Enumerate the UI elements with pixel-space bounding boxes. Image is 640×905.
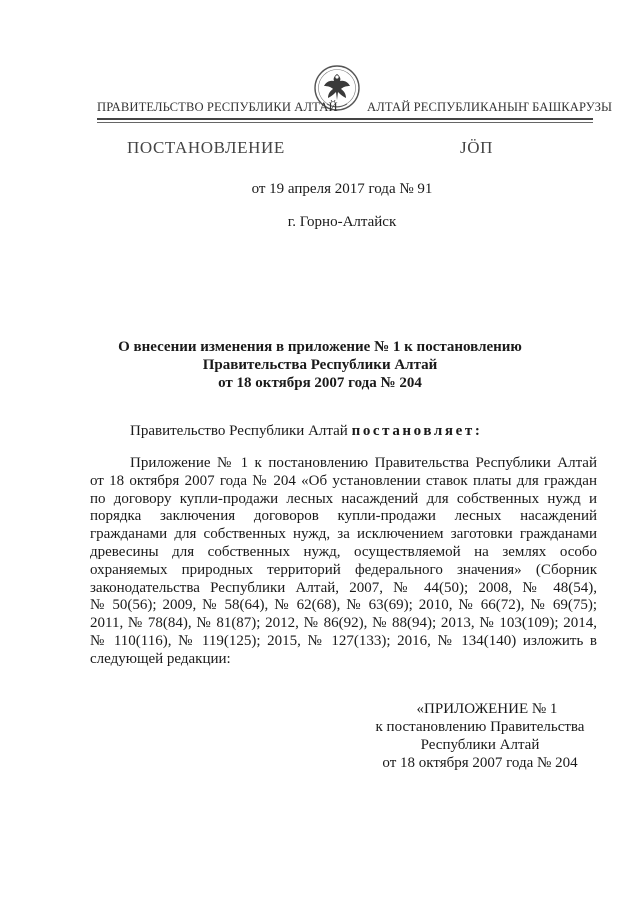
body-line: Приложение № 1 к постановлению Правительства Республики Алтай — [130, 455, 597, 471]
title-line: О внесении изменения в приложение № 1 к постановлению — [118, 339, 522, 355]
appendix-line: от 18 октября 2007 года № 204 — [382, 755, 578, 771]
body-paragraph — [90, 455, 597, 669]
body-line: древесины для собственных нужд, осуществляемой на землях особо — [90, 543, 597, 560]
body-line: законодательства Республики Алтай, 2007, № 44(50); 2008, № 48(54), — [90, 579, 597, 596]
decree-type-alt: JӦП — [460, 138, 493, 157]
header-divider-thin — [97, 122, 593, 123]
government-name-alt: АЛТАЙ РЕСПУБЛИКАНЫҤ БАШКАРУЗЫ — [367, 100, 613, 114]
body-line: охраняемых природных территорий федерального значения» (Сборник — [90, 561, 597, 578]
appendix-line: «ПРИЛОЖЕНИЕ № 1 — [416, 701, 558, 717]
decree-city: г. Горно-Алтайск — [287, 214, 397, 230]
resolution-statement — [130, 423, 482, 440]
body-line: по договору купли-продажи лесных насаждений для собственных нужд и — [90, 490, 597, 507]
decree-date-number: от 19 апреля 2017 года № 91 — [251, 181, 433, 197]
title-line: от 18 октября 2007 года № 204 — [218, 375, 422, 391]
body-line: № 50(56); 2009, № 58(64), № 62(68), № 63(69); 2010, № 66(72), № 69(75); — [90, 597, 597, 614]
government-name-ru: ПРАВИТЕЛЬСТВО РЕСПУБЛИКИ АЛТАЙ — [97, 100, 338, 114]
resolution-subject: Правительство Республики Алтай — [130, 423, 352, 439]
decree-type-ru: ПОСТАНОВЛЕНИЕ — [127, 138, 285, 157]
body-line: от 18 октября 2007 года № 204 «Об установлении ставок платы для граждан — [90, 472, 597, 489]
title-line: Правительства Республики Алтай — [202, 357, 438, 373]
government-header — [0, 100, 640, 116]
body-line: № 110(116), № 119(125); 2015, № 127(133); 2016, № 134(140) изложить в — [90, 632, 597, 649]
body-line: гражданами для собственных нужд, за исключением заготовки гражданами — [90, 526, 597, 543]
header-divider-thick — [97, 118, 593, 120]
document-title — [0, 338, 640, 392]
appendix-line: к постановлению Правительства — [375, 719, 585, 735]
appendix-line: Республики Алтай — [420, 737, 540, 753]
appendix-heading — [364, 700, 596, 772]
resolution-verb: постановляет: — [351, 423, 483, 439]
body-line: порядка заключения договоров купли-продажи лесных насаждений — [90, 508, 597, 525]
body-line: 2011, № 78(84), № 81(87); 2012, № 86(92), № 88(94); 2013, № 103(109); 2014, — [90, 615, 597, 632]
body-line: следующей редакции: — [90, 650, 231, 667]
